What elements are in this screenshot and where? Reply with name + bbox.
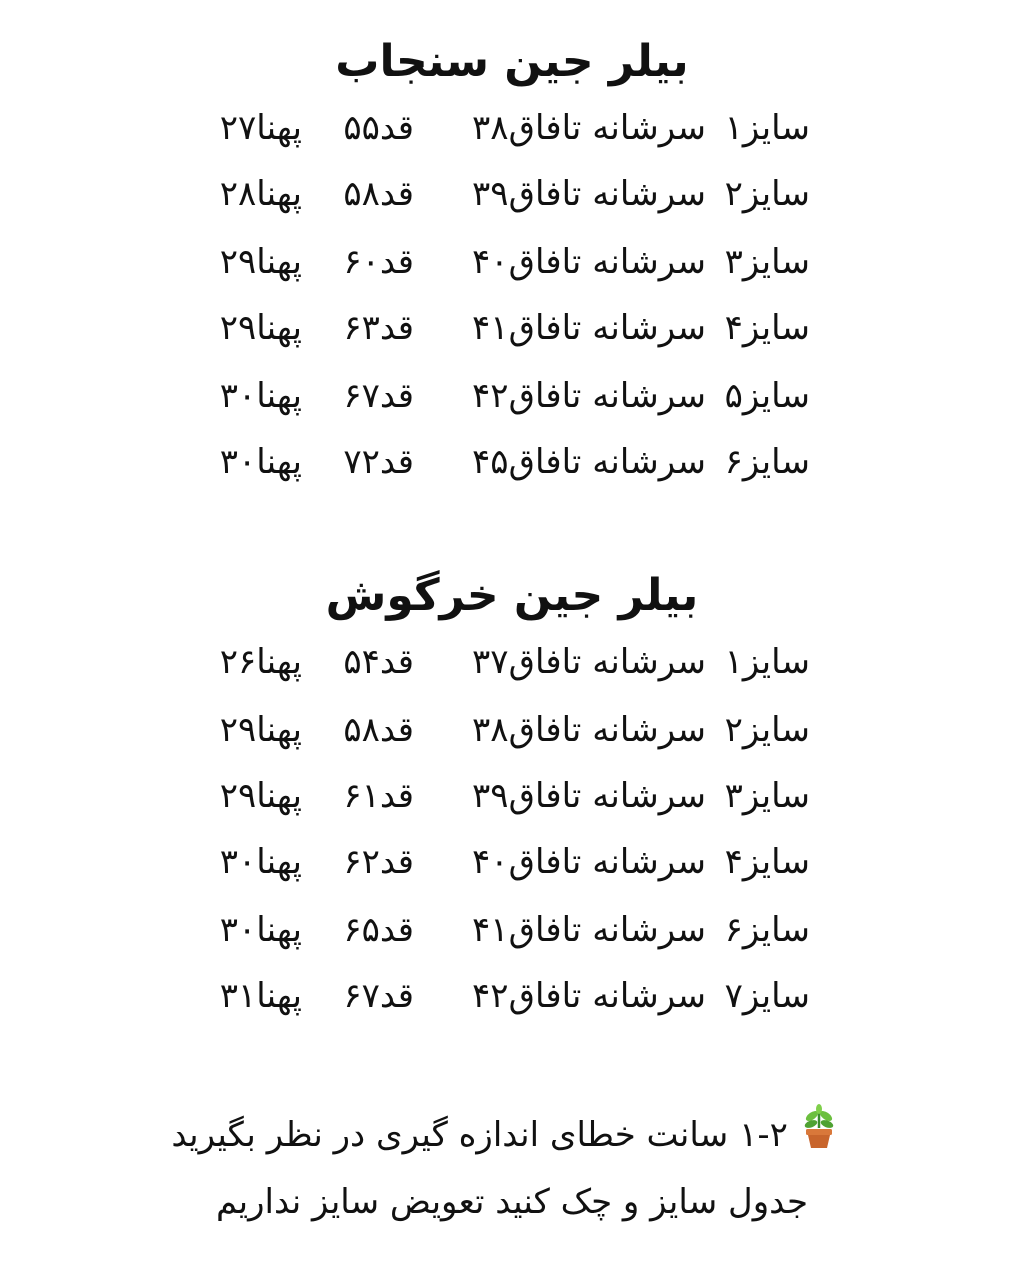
height-cell: قد۵۸ bbox=[343, 710, 414, 750]
section-title-khargoosh: بیلر جین خرگوش bbox=[325, 570, 699, 621]
note-line-1: ۱-۲ سانت خطای اندازه گیری در نظر بگیرید bbox=[171, 1115, 788, 1155]
note-no-exchange bbox=[0, 1172, 1024, 1232]
shoulder-cell: سرشانه تافاق۳۹ bbox=[472, 174, 706, 214]
shoulder-cell: سرشانه تافاق۴۵ bbox=[472, 442, 706, 482]
size-cell: سایز۳ bbox=[724, 242, 810, 282]
width-cell: پهنا۳۰ bbox=[219, 842, 302, 882]
shoulder-cell: سرشانه تافاق۴۱ bbox=[472, 308, 706, 348]
size-cell: سایز۴ bbox=[724, 308, 810, 348]
size-cell: سایز۱ bbox=[724, 642, 810, 682]
size-cell: سایز۲ bbox=[724, 174, 810, 214]
shoulder-cell: سرشانه تافاق۴۲ bbox=[472, 376, 706, 416]
height-cell: قد۶۵ bbox=[343, 910, 414, 950]
table-row bbox=[0, 702, 1024, 758]
width-cell: پهنا۲۹ bbox=[219, 242, 302, 282]
shoulder-cell: سرشانه تافاق۴۰ bbox=[472, 842, 706, 882]
size-cell: سایز۵ bbox=[724, 376, 810, 416]
table-row bbox=[0, 768, 1024, 824]
height-cell: قد۵۴ bbox=[343, 642, 414, 682]
height-cell: قد۷۲ bbox=[343, 442, 414, 482]
height-cell: قد۵۵ bbox=[343, 108, 414, 148]
note-line-2: جدول سایز و چک کنید تعویض سایز نداریم bbox=[215, 1182, 808, 1222]
potted-plant-icon bbox=[799, 1104, 839, 1169]
shoulder-cell: سرشانه تافاق۳۸ bbox=[472, 108, 706, 148]
table-row bbox=[0, 834, 1024, 890]
table-row bbox=[0, 368, 1024, 424]
height-cell: قد۶۷ bbox=[343, 376, 414, 416]
shoulder-cell: سرشانه تافاق۳۹ bbox=[472, 776, 706, 816]
width-cell: پهنا۳۰ bbox=[219, 376, 302, 416]
table-row bbox=[0, 234, 1024, 290]
shoulder-cell: سرشانه تافاق۳۷ bbox=[472, 642, 706, 682]
height-cell: قد۶۱ bbox=[343, 776, 414, 816]
section-title-sanjab: بیلر جین سنجاب bbox=[335, 36, 689, 87]
height-cell: قد۵۸ bbox=[343, 174, 414, 214]
shoulder-cell: سرشانه تافاق۳۸ bbox=[472, 710, 706, 750]
table-row bbox=[0, 968, 1024, 1024]
size-cell: سایز۷ bbox=[724, 976, 810, 1016]
size-cell: سایز۲ bbox=[724, 710, 810, 750]
shoulder-cell: سرشانه تافاق۴۰ bbox=[472, 242, 706, 282]
table-row bbox=[0, 434, 1024, 490]
height-cell: قد۶۰ bbox=[343, 242, 414, 282]
shoulder-cell: سرشانه تافاق۴۱ bbox=[472, 910, 706, 950]
height-cell: قد۶۳ bbox=[343, 308, 414, 348]
size-cell: سایز۳ bbox=[724, 776, 810, 816]
size-cell: سایز۶ bbox=[724, 910, 810, 950]
size-cell: سایز۶ bbox=[724, 442, 810, 482]
size-cell: سایز۴ bbox=[724, 842, 810, 882]
width-cell: پهنا۲۸ bbox=[219, 174, 302, 214]
table-row bbox=[0, 634, 1024, 690]
height-cell: قد۶۷ bbox=[343, 976, 414, 1016]
width-cell: پهنا۳۰ bbox=[219, 910, 302, 950]
size-cell: سایز۱ bbox=[724, 108, 810, 148]
width-cell: پهنا۲۹ bbox=[219, 710, 302, 750]
width-cell: پهنا۲۹ bbox=[219, 308, 302, 348]
width-cell: پهنا۲۹ bbox=[219, 776, 302, 816]
table-row bbox=[0, 300, 1024, 356]
shoulder-cell: سرشانه تافاق۴۲ bbox=[472, 976, 706, 1016]
height-cell: قد۶۲ bbox=[343, 842, 414, 882]
note-measurement-error bbox=[0, 1104, 1024, 1169]
width-cell: پهنا۳۱ bbox=[219, 976, 302, 1016]
width-cell: پهنا۳۰ bbox=[219, 442, 302, 482]
table-row bbox=[0, 902, 1024, 958]
table-row bbox=[0, 166, 1024, 222]
table-row bbox=[0, 100, 1024, 156]
width-cell: پهنا۲۷ bbox=[219, 108, 302, 148]
width-cell: پهنا۲۶ bbox=[219, 642, 302, 682]
